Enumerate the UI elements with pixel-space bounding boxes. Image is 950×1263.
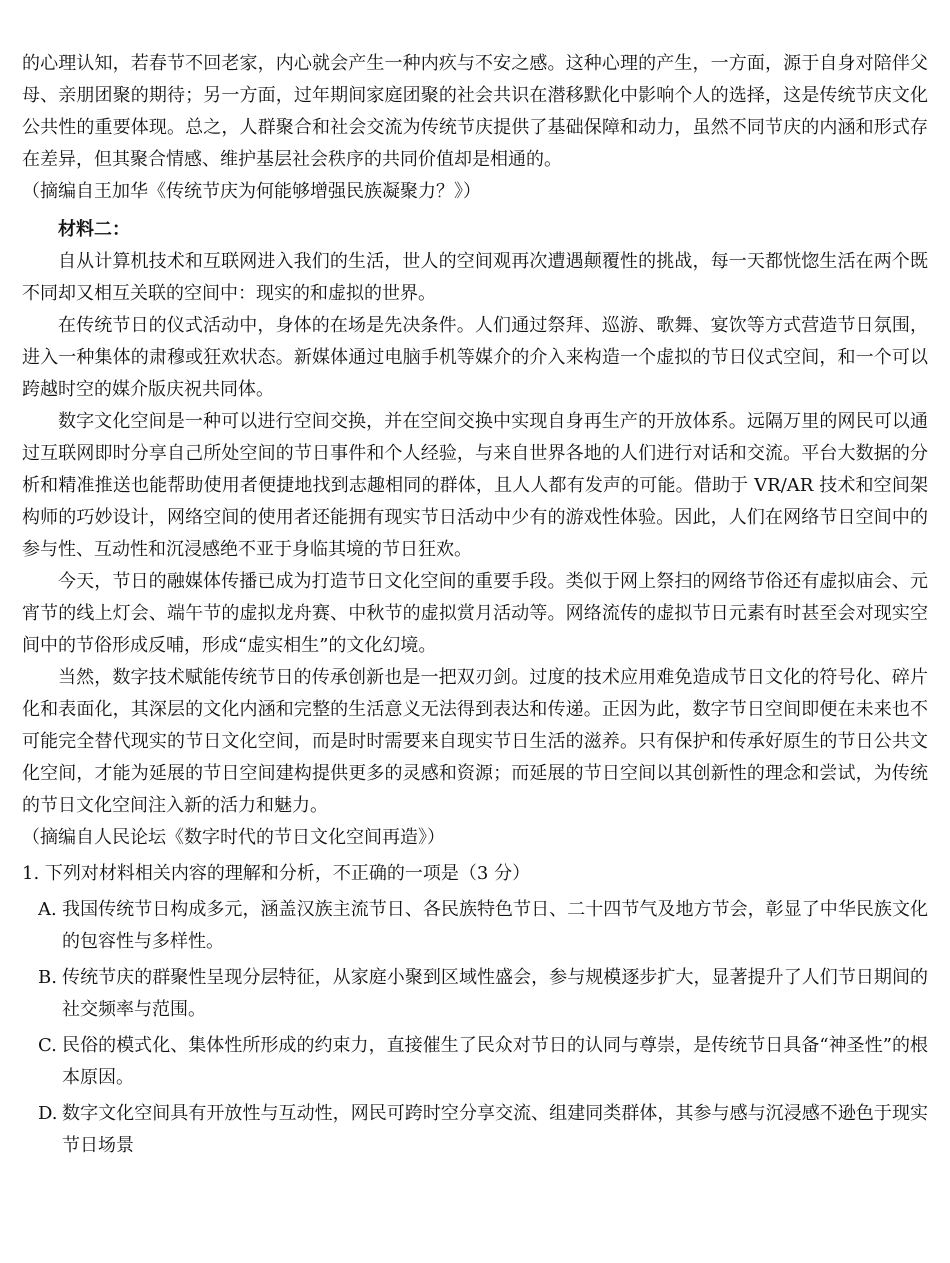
material2-paragraph: 当然，数字技术赋能传统节日的传承创新也是一把双刃剑。过度的技术应用难免造成节日文化的符号化、碎片化和表面化，其深层的文化内涵和完整的生活意义无法得到表达和传递。正因为此，数字节日空间即便在未来也不可能完全替代现实的节日文化空间，而是时时需要来自现实节日生活的滋养。只有保护和传承好原生的节日公共文化空间，才能为延展的节日空间建构提供更多的灵感和资源；而延展的节日空间以其创新性的理念和尝试，为传统的节日文化空间注入新的活力和魅力。 — [22, 667, 928, 816]
material2-source: （摘编自人民论坛《数字时代的节日文化空间再造》） — [22, 827, 445, 848]
question-1-stem: 1. 下列对材料相关内容的理解和分析，不正确的一项是（3 分） — [22, 863, 531, 884]
material2-heading: 材料二： — [58, 219, 130, 240]
option-text: 民俗的模式化、集体性所形成的约束力，直接催生了民众对节日的认同与尊崇，是传统节日具备“神圣性”的根本原因。 — [62, 1035, 928, 1088]
material1-source: （摘编自王加华《传统节庆为何能够增强民族凝聚力？》） — [22, 181, 481, 202]
option-letter: C. — [38, 1035, 57, 1056]
option-d[interactable] — [22, 1098, 928, 1162]
option-text: 数字文化空间具有开放性与互动性，网民可跨时空分享交流、组建同类群体，其参与感与沉浸感不逊色于现实节日场景 — [62, 1103, 928, 1156]
material2-paragraph: 今天，节日的融媒体传播已成为打造节日文化空间的重要手段。类似于网上祭扫的网络节俗还有虚拟庙会、元宵节的线上灯会、端午节的虚拟龙舟赛、中秋节的虚拟赏月活动等。网络流传的虚拟节日元素有时甚至会对现实空间中的节俗形成反哺，形成“虚实相生”的文化幻境。 — [22, 571, 928, 656]
material2-paragraph: 在传统节日的仪式活动中，身体的在场是先决条件。人们通过祭拜、巡游、歌舞、宴饮等方式营造节日氛围，进入一种集体的肃穆或狂欢状态。新媒体通过电脑手机等媒介的介入来构造一个虚拟的节日仪式空间，和一个可以跨越时空的媒介版庆祝共同体。 — [22, 315, 928, 400]
material1-continuation: 的心理认知，若春节不回老家，内心就会产生一种内疚与不安之感。这种心理的产生，一方面，源于自身对陪伴父母、亲朋团聚的期待；另一方面，过年期间家庭团聚的社会共识在潜移默化中影响个人的选择，这是传统节庆文化公共性的重要体现。总之，人群聚合和社会交流为传统节庆提供了基础保障和动力，虽然不同节庆的内涵和形式存在差异，但其聚合情感、维护基层社会秩序的共同价值却是相通的。 — [22, 53, 928, 170]
option-text: 传统节庆的群聚性呈现分层特征，从家庭小聚到区域性盛会，参与规模逐步扩大，显著提升了人们节日期间的社交频率与范围。 — [62, 967, 928, 1020]
option-c[interactable] — [22, 1030, 928, 1094]
material2-paragraph: 数字文化空间是一种可以进行空间交换，并在空间交换中实现自身再生产的开放体系。远隔万里的网民可以通过互联网即时分享自己所处空间的节日事件和个人经验，与来自世界各地的人们进行对话和交流。平台大数据的分析和精准推送也能帮助使用者便捷地找到志趣相同的群体，且人人都有发声的可能。借助于 VR/AR 技术和空间架构师的巧妙设计，网络空间的使用者还能拥有现实节日活动中少有的游戏性体验。因此，人们在网络节日空间中的参与性、互动性和沉浸感绝不亚于身临其境的节日狂欢。 — [22, 411, 928, 560]
option-a[interactable] — [22, 894, 928, 958]
option-letter: A. — [38, 899, 57, 920]
material2-paragraph: 自从计算机技术和互联网进入我们的生活，世人的空间观再次遭遇颠覆性的挑战，每一天都恍惚生活在两个既不同却又相互关联的空间中：现实的和虚拟的世界。 — [22, 251, 928, 304]
option-letter: B. — [38, 967, 57, 988]
option-letter: D. — [38, 1103, 58, 1124]
option-text: 我国传统节日构成多元，涵盖汉族主流节日、各民族特色节日、二十四节气及地方节会，彰显了中华民族文化的包容性与多样性。 — [62, 899, 928, 952]
option-b[interactable] — [22, 962, 928, 1026]
